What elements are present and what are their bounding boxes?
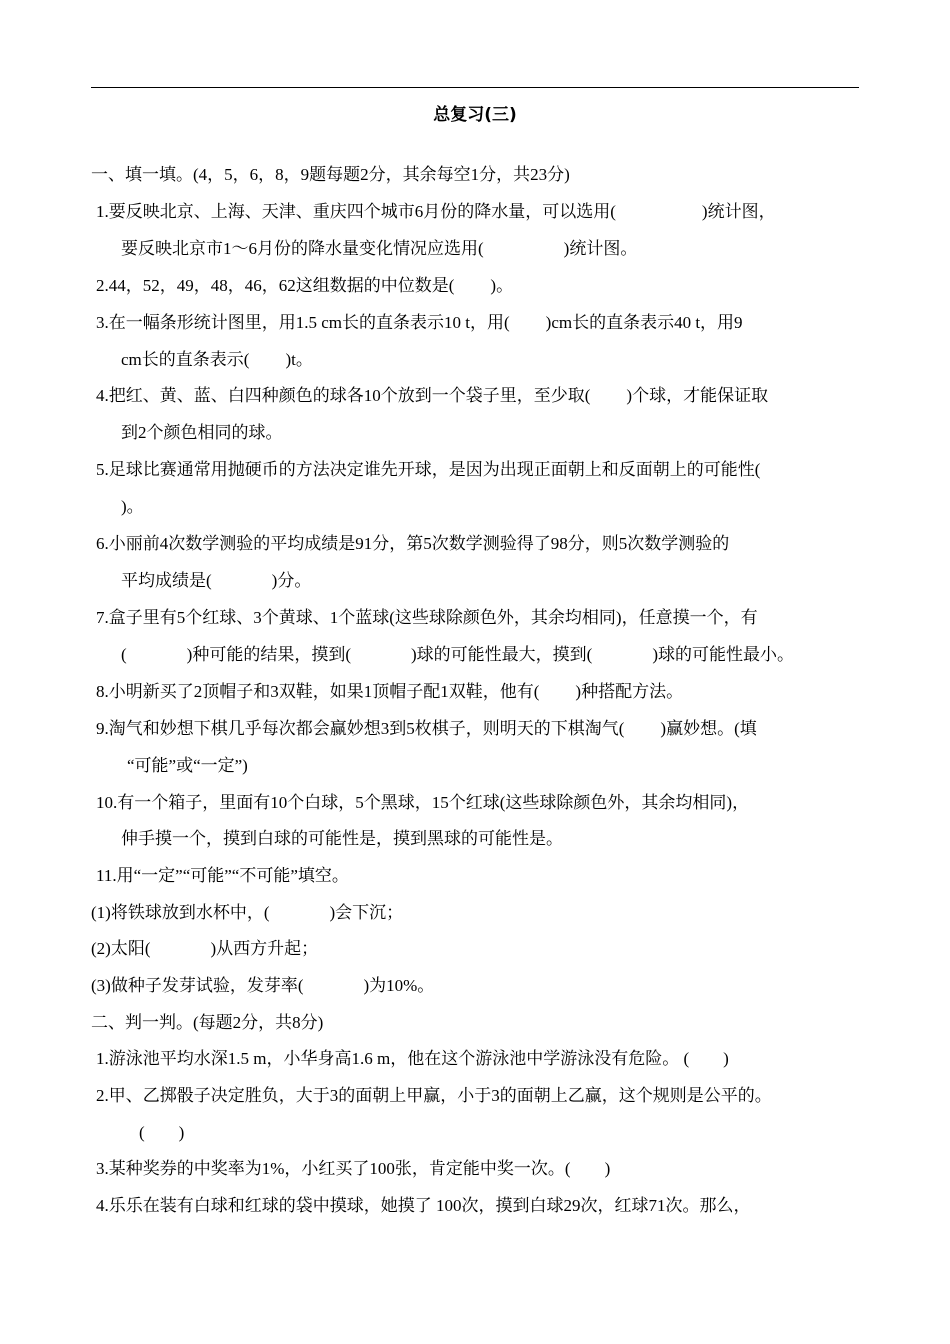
- q6-text-c: )分。: [271, 571, 312, 590]
- q3-text-d: )t。: [285, 350, 313, 369]
- q3-text-a: 3.在一幅条形统计图里，用1.5 cm长的直条表示10 t，用(: [96, 313, 510, 332]
- q8-text-a: 8.小明新买了2顶帽子和3双鞋，如果1顶帽子配1双鞋，他有(: [96, 682, 540, 701]
- q5-line1: 5.足球比赛通常用抛硬币的方法决定谁先开球，是因为出现正面朝上和反面朝上的可能性(: [96, 460, 761, 479]
- q9-line1: [96, 717, 757, 741]
- q4-line2: 到2个颜色相同的球。: [121, 423, 283, 442]
- q1-text-a: 1.要反映北京、上海、天津、重庆四个城市6月份的降水量，可以选用(: [96, 202, 616, 221]
- q3-text-b: )cm长的直条表示40 t，用9: [545, 313, 743, 332]
- q4-text-b: )个球，才能保证取: [626, 386, 769, 405]
- q4-line1: [96, 384, 768, 408]
- q11-part1: [91, 901, 403, 925]
- q11-p2-text-a: (2)太阳(: [91, 939, 151, 958]
- q1-text-d: )统计图。: [563, 239, 638, 258]
- page-title: 总复习(三): [433, 105, 517, 125]
- section2-heading: 二、判一判。(每题2分，共8分): [91, 1013, 324, 1032]
- s2-q1: 1.游泳池平均水深1.5 m，小华身高1.6 m，他在这个游泳池中学游泳没有危险。 ( ): [96, 1049, 729, 1068]
- q2-text-b: )。: [490, 276, 514, 295]
- q2-line: [96, 274, 513, 298]
- q3-text-c: cm长的直条表示(: [121, 350, 250, 369]
- s2-q2-line1: 2.甲、乙掷骰子决定胜负，大于3的面朝上甲赢，小于3的面朝上乙赢，这个规则是公平的。: [96, 1086, 772, 1105]
- q6-line1: 6.小丽前4次数学测验的平均成绩是91分，第5次数学测验得了98分，则5次数学测验的: [96, 534, 730, 553]
- s2-q4: 4.乐乐在装有白球和红球的袋中摸球，她摸了 100次，摸到白球29次，红球71次。那么，: [96, 1196, 751, 1215]
- q9-text-b: )赢妙想。(填: [660, 719, 757, 738]
- q11-p1-text-a: (1)将铁球放到水杯中，(: [91, 903, 270, 922]
- q3-line1: [96, 311, 743, 335]
- q7-text-e: )球的可能性最小。: [652, 645, 794, 664]
- q5-line2: [121, 495, 144, 519]
- q9-text-a: 9.淘气和妙想下棋几乎每次都会赢妙想3到5枚棋子，则明天的下棋淘气(: [96, 719, 625, 738]
- q8-line: [96, 680, 683, 704]
- header-rule: [91, 87, 859, 88]
- q6-line2: [121, 569, 311, 593]
- q1-text-c: 要反映北京市1～6月份的降水量变化情况应选用(: [121, 239, 484, 258]
- q11-p2-text-b: )从西方升起；: [210, 939, 319, 958]
- section1-heading: 一、填一填。(4，5，6，8，9题每题2分，其余每空1分，共23分): [91, 165, 570, 184]
- q11-part3: [91, 974, 434, 998]
- q7-text-d: )球的可能性最大，摸到(: [411, 645, 593, 664]
- q2-text-a: 2.44，52，49，48，46，62这组数据的中位数是(: [96, 276, 455, 295]
- q11-p3-text-b: )为10%。: [363, 976, 435, 995]
- q3-line2: [121, 348, 313, 372]
- q10-line1: 10.有一个箱子，里面有10个白球，5个黑球，15个红球(这些球除颜色外，其余均相同)，: [96, 793, 750, 812]
- q7-text-b: (: [121, 645, 127, 664]
- q1-line1: [96, 200, 776, 224]
- s2-q3: 3.某种奖券的中奖率为1%，小红买了100张，肯定能中奖一次。( ): [96, 1159, 611, 1178]
- q6-text-b: 平均成绩是(: [121, 571, 212, 590]
- q11-p1-text-b: )会下沉；: [329, 903, 404, 922]
- q4-text-a: 4.把红、黄、蓝、白四种颜色的球各10个放到一个袋子里，至少取(: [96, 386, 591, 405]
- q11-p3-text-a: (3)做种子发芽试验，发芽率(: [91, 976, 304, 995]
- q7-line1: 7.盒子里有5个红球、3个黄球、1个蓝球(这些球除颜色外，其余均相同)，任意摸一个，有: [96, 608, 758, 627]
- q7-line2: [121, 643, 794, 667]
- q9-line2: “可能”或“一定”): [127, 756, 248, 775]
- q10-line2: 伸手摸一个，摸到白球的可能性是，摸到黑球的可能性是。: [121, 829, 563, 848]
- q8-text-b: )种搭配方法。: [575, 682, 684, 701]
- q1-text-b: )统计图，: [701, 202, 776, 221]
- q1-line2: [121, 237, 637, 261]
- q5-text-b: )。: [121, 497, 144, 516]
- q7-text-c: )种可能的结果，摸到(: [186, 645, 351, 664]
- q11-part2: [91, 937, 318, 961]
- q11-line: 11.用“一定”“可能”“不可能”填空。: [96, 866, 349, 885]
- s2-q2-line2[interactable]: ( ): [139, 1123, 185, 1142]
